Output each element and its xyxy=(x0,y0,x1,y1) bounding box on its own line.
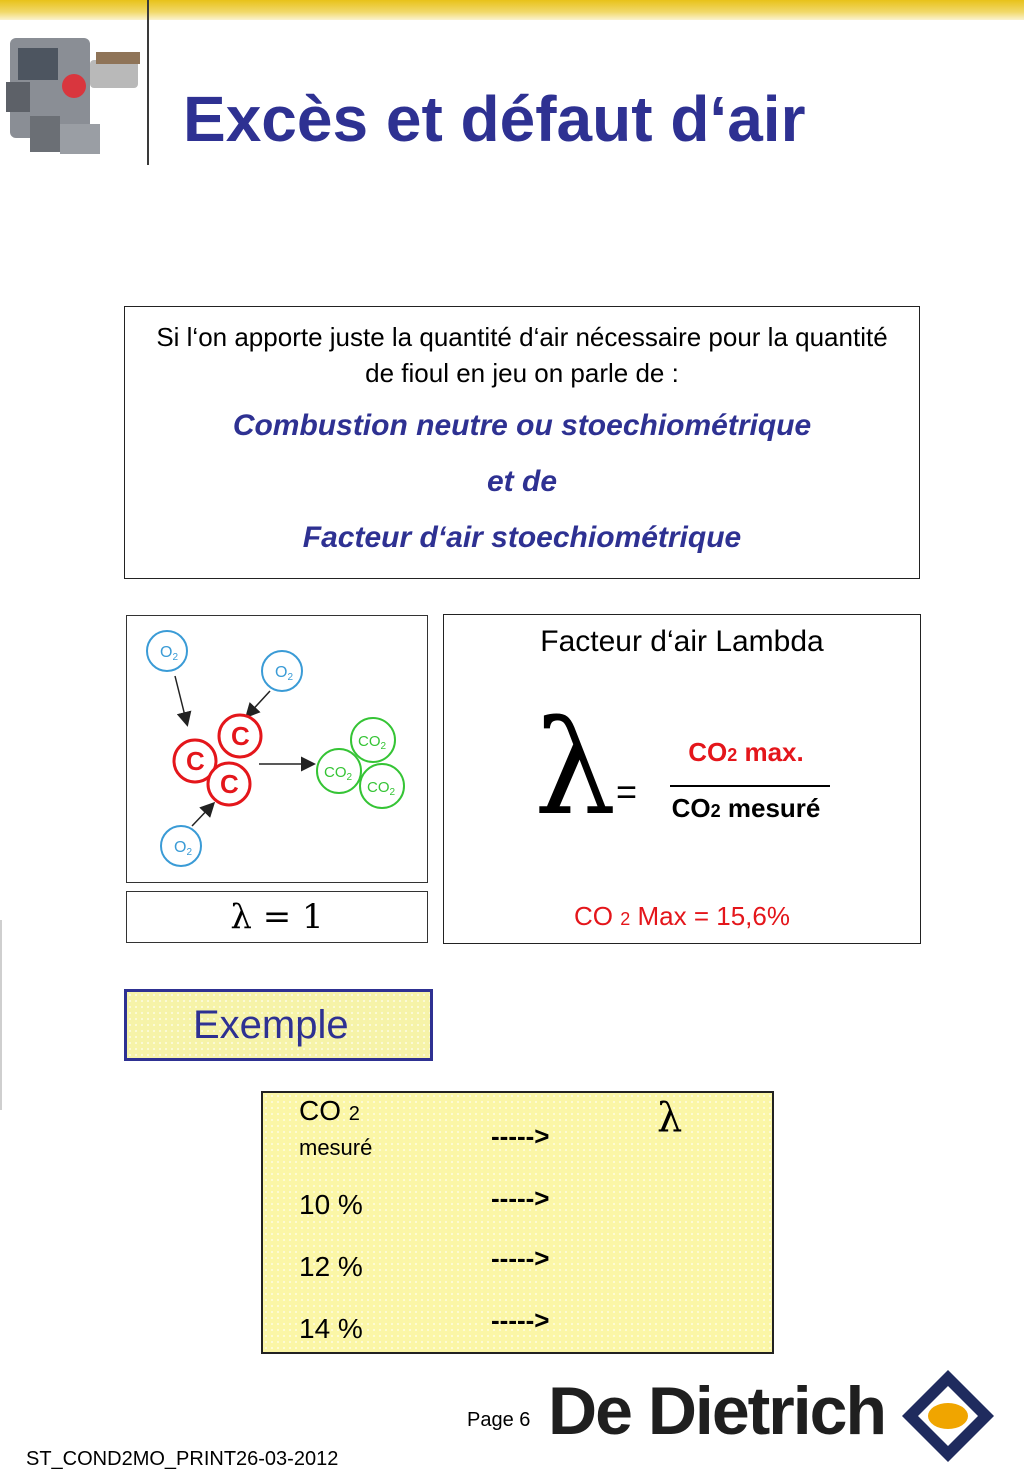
left-edge-line xyxy=(0,920,2,1110)
header-co2: CO 2 xyxy=(299,1095,360,1126)
arrow xyxy=(247,691,270,716)
arrow xyxy=(192,804,213,826)
burner-image xyxy=(0,20,145,165)
title-divider xyxy=(147,0,149,165)
header-lambda: λ xyxy=(657,1095,683,1141)
co2-molecule xyxy=(360,764,404,808)
lambda-formula-box xyxy=(443,614,921,944)
co2-max-value: CO 2 Max = 15,6% xyxy=(574,901,790,931)
fraction-bar xyxy=(670,785,830,787)
page-number: Page 6 xyxy=(467,1409,531,1431)
page-title: Excès et défaut d‘air xyxy=(183,83,806,155)
svg-text:C: C xyxy=(231,721,250,751)
definition-line-1: Combustion neutre ou stoechiométrique xyxy=(232,409,812,442)
arrow-text: -----> xyxy=(491,1305,550,1335)
footer-text: ST_COND2MO_PRINT26-03-2012 xyxy=(26,1448,339,1470)
co2-molecule xyxy=(351,718,395,762)
definition-box xyxy=(124,306,920,579)
header-mesure: mesuré xyxy=(299,1135,373,1160)
svg-text:O2: O2 xyxy=(174,839,193,858)
svg-text:O2: O2 xyxy=(275,664,294,683)
definition-intro: Si l‘on apporte juste la quantité d‘air nécessaire pour la quantité de fioul en jeu on parle de : xyxy=(156,322,888,388)
svg-text:C: C xyxy=(186,746,205,776)
arrow-text: -----> xyxy=(491,1243,550,1273)
brand-logo-icon xyxy=(898,1366,998,1466)
carbon-atom xyxy=(219,715,261,757)
top-accent-bar xyxy=(0,0,1024,20)
lambda-equals-one: λ = 1 xyxy=(126,891,428,943)
fraction-numerator: CO2 max. xyxy=(688,737,804,767)
svg-text:CO2: $CO_2$ xyxy=(367,779,396,798)
o2-molecule xyxy=(262,651,302,691)
example-table xyxy=(261,1091,774,1354)
arrow-text: -----> xyxy=(491,1183,550,1213)
arrow xyxy=(175,676,187,724)
co2-molecule xyxy=(317,749,361,793)
svg-text:C: C xyxy=(220,769,239,799)
o2-molecule xyxy=(161,826,201,866)
svg-text:CO2: $CO_2$ xyxy=(358,733,387,752)
definition-line-3: Facteur d‘air stoechiométrique xyxy=(302,521,742,554)
equals-sign: = xyxy=(616,771,638,812)
combustion-diagram xyxy=(126,615,428,883)
lambda-symbol: λ xyxy=(534,692,617,844)
brand-logo-text: De Dietrich xyxy=(548,1373,885,1449)
arrow-text: -----> xyxy=(491,1121,550,1151)
o2-molecule xyxy=(147,631,187,671)
fraction-denominator: CO2 mesuré xyxy=(671,793,821,823)
table-row-value: 12 % xyxy=(299,1251,363,1282)
definition-line-2: et de xyxy=(486,465,558,498)
table-row-value: 14 % xyxy=(299,1313,363,1344)
carbon-atom xyxy=(208,763,250,805)
lambda-box-title: Facteur d‘air Lambda xyxy=(540,625,824,658)
svg-text:O2: O2 xyxy=(160,644,179,663)
table-row-value: 10 % xyxy=(299,1189,363,1220)
exemple-label: Exemple xyxy=(124,989,433,1061)
svg-text:CO2: $CO_2$ xyxy=(324,764,353,783)
